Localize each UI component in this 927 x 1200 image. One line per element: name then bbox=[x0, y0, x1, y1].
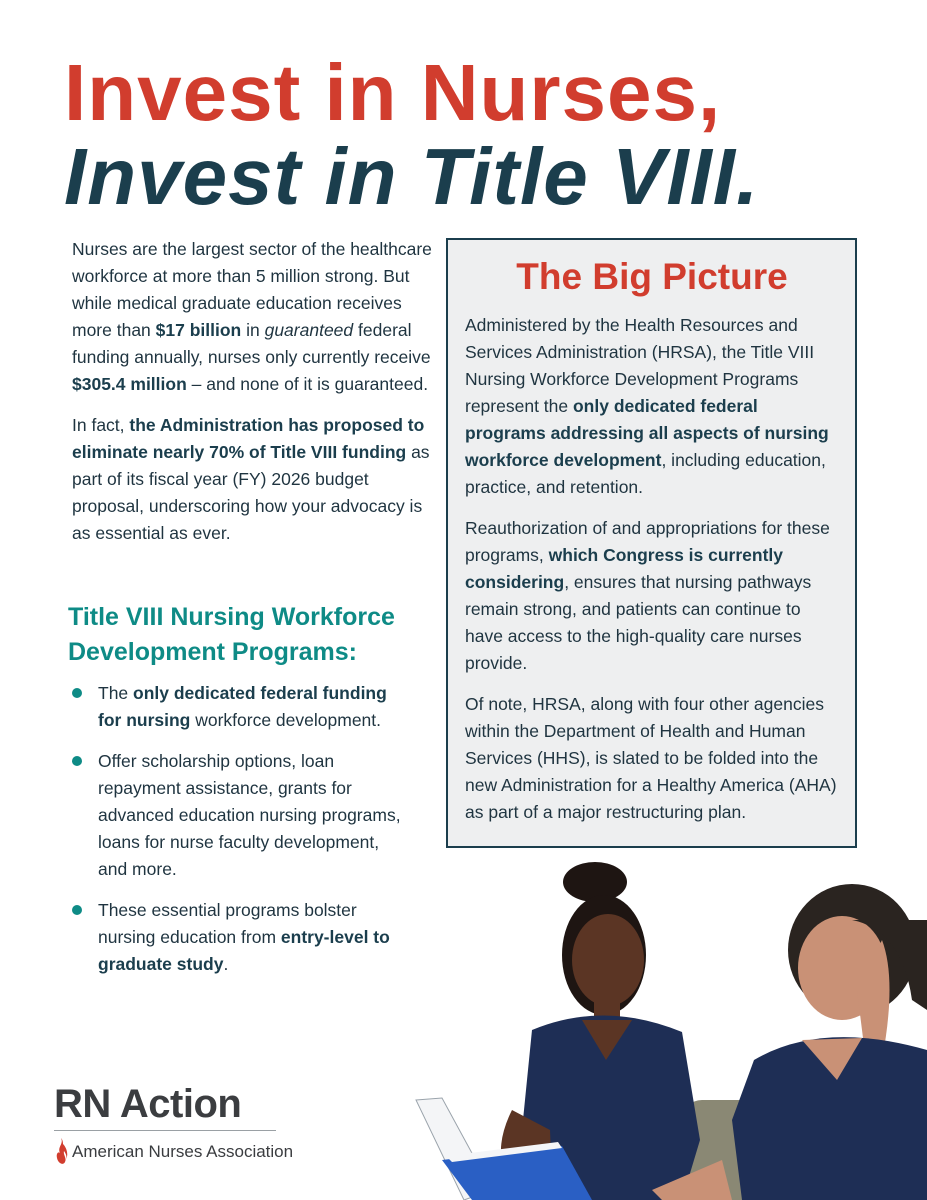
emphasis-text: entry-level to graduate study bbox=[98, 927, 390, 974]
emphasis-text: $17 billion bbox=[155, 320, 242, 340]
intro-paragraph-1: Nurses are the largest sector of the healthcare workforce at more than 5 million strong. But while medical graduate education receives more than $17 billion in guaranteed federal funding annually, nurses only currently receive $305.4 million – and none of it is guaranteed. bbox=[72, 239, 432, 394]
nurses-photo bbox=[382, 860, 927, 1200]
logo-name: RN Action bbox=[54, 1082, 242, 1126]
list-item bbox=[68, 897, 408, 978]
flame-icon bbox=[54, 1137, 68, 1167]
list-item-text: The only dedicated federal funding for nursing workforce development. bbox=[98, 683, 387, 730]
headline bbox=[64, 48, 760, 221]
emphasis-text: which Congress is currently considering bbox=[465, 545, 784, 592]
emphasis-text: guaranteed bbox=[264, 320, 354, 340]
logo-divider bbox=[54, 1130, 276, 1131]
intro-paragraph-2: In fact, the Administration has proposed to eliminate nearly 70% of Title VIII funding as part of its fiscal year (FY) 2026 budget proposal, underscoring how your advocacy is as essential as ever. bbox=[72, 415, 430, 543]
programs-list bbox=[68, 680, 408, 992]
list-item bbox=[68, 748, 408, 883]
list-item bbox=[68, 680, 408, 734]
logo-org-name: American Nurses Association bbox=[72, 1142, 294, 1161]
emphasis-text: the Administration has proposed to eliminate nearly 70% of Title VIII funding bbox=[72, 415, 425, 462]
bullet-dot-icon bbox=[72, 688, 82, 698]
emphasis-text: only dedicated federal programs addressing all aspects of nursing workforce development bbox=[465, 396, 829, 470]
list-item-text: These essential programs bolster nursing education from entry-level to graduate study. bbox=[98, 900, 390, 974]
intro-column bbox=[72, 236, 432, 561]
emphasis-text: only dedicated federal funding for nursing bbox=[98, 683, 387, 730]
headline-line-1: Invest in Nurses, bbox=[64, 48, 722, 137]
big-picture-paragraph-3: Of note, HRSA, along with four other agencies within the Department of Health and Human Services (HHS), is slated to be folded into the new Administration for a Healthy America (AHA) as part of a major restructuring plan. bbox=[465, 694, 837, 822]
emphasis-text: $305.4 million bbox=[72, 374, 187, 394]
big-picture-title: The Big Picture bbox=[516, 256, 788, 297]
big-picture-paragraph-2: Reauthorization of and appropriations for these programs, which Congress is currently considering, ensures that nursing pathways remain strong, and patients can continue to have access to the high-quality care nurses provide. bbox=[465, 518, 830, 673]
big-picture-paragraph-1: Administered by the Health Resources and Services Administration (HRSA), the Title VIII Nursing Workforce Development Programs represent the only dedicated federal programs addressing all aspects of nursing workforce development, including education, practice, and retention. bbox=[465, 315, 829, 497]
big-picture-box bbox=[446, 238, 857, 848]
rn-action-logo bbox=[54, 1082, 293, 1167]
programs-title: Title VIII Nursing Workforce Development Programs: bbox=[68, 603, 395, 666]
list-item-text: Offer scholarship options, loan repayment assistance, grants for advanced education nursing programs, loans for nurse faculty development, and more. bbox=[98, 751, 401, 879]
headline-line-2: Invest in Title VIII. bbox=[64, 132, 760, 221]
bullet-dot-icon bbox=[72, 905, 82, 915]
logo-org-row bbox=[54, 1137, 293, 1167]
bullet-dot-icon bbox=[72, 756, 82, 766]
